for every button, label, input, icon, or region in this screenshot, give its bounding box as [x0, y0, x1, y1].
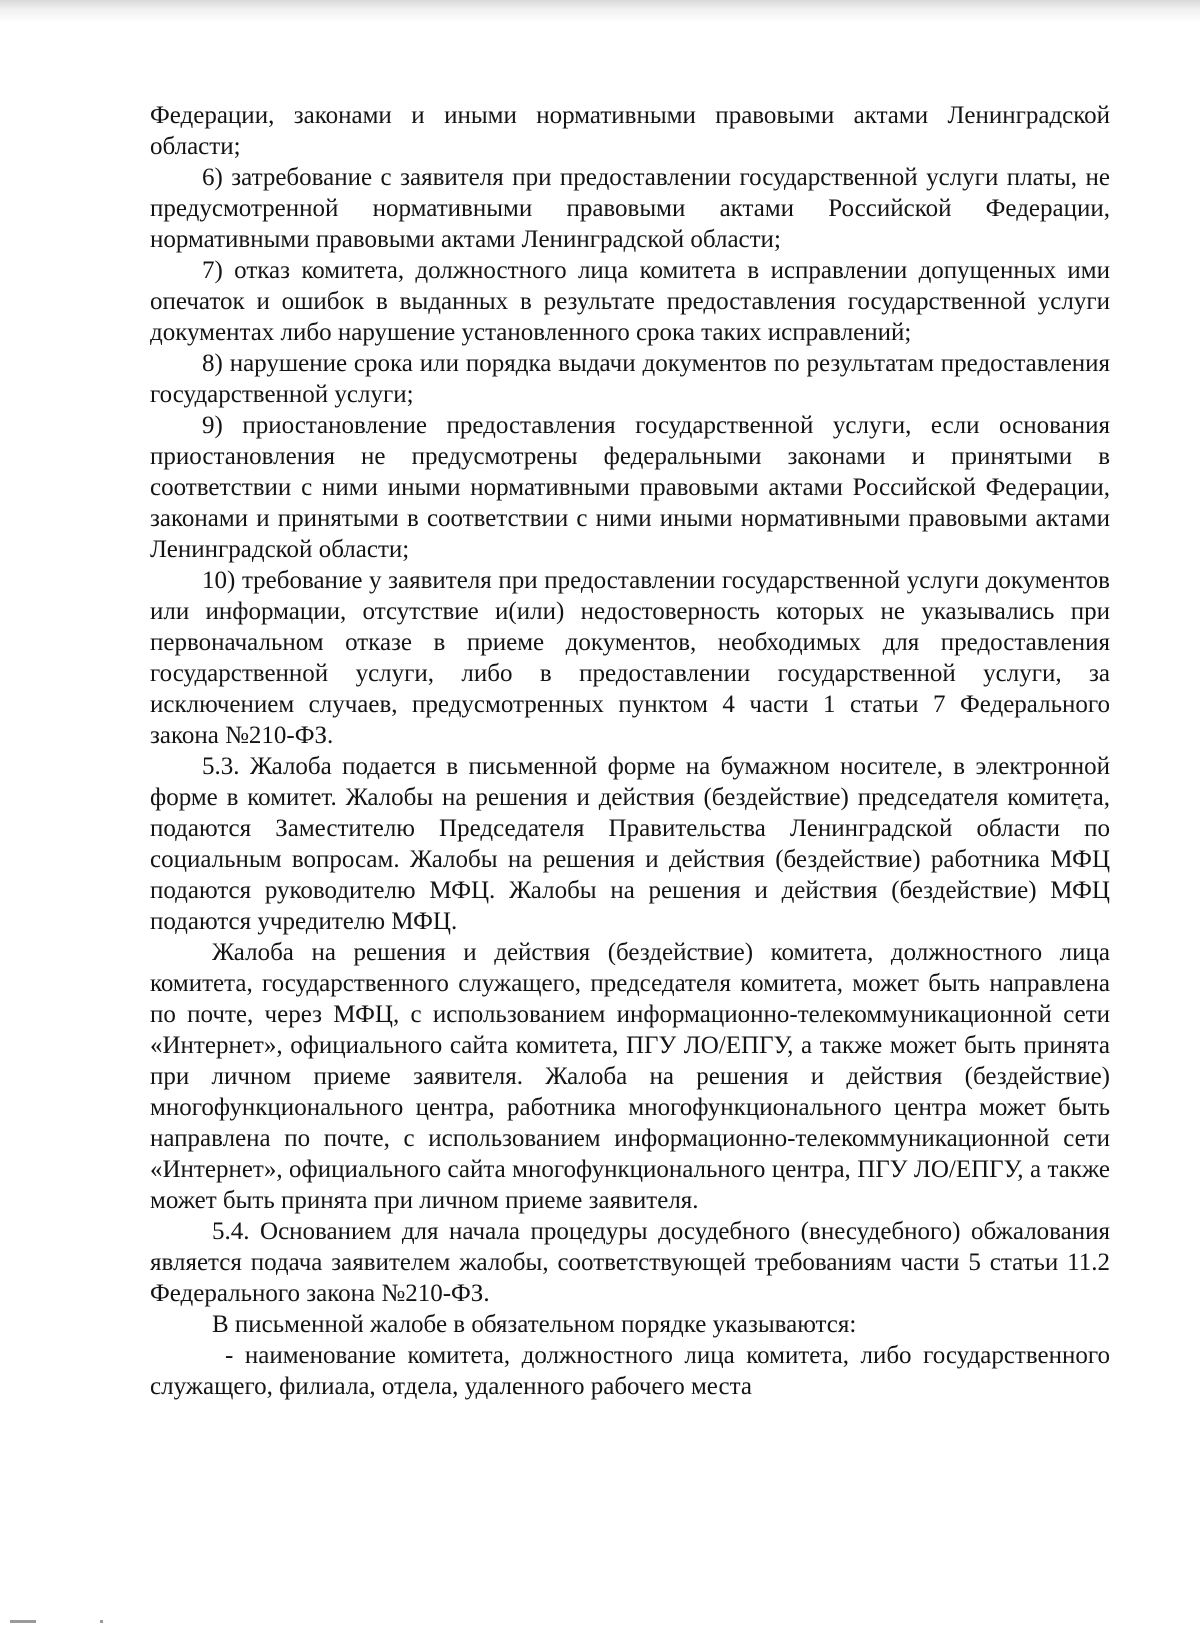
paragraph-continuation: Федерации, законами и иными нормативными правовыми актами Ленинградской области; [150, 102, 1110, 160]
paragraph-item-8: 8) нарушение срока или порядка выдачи документов по результатам предоставления государственной услуги; [150, 350, 1110, 408]
paragraph-5-4: 5.4. Основанием для начала процедуры досудебного (внесудебного) обжалования является подача заявителем жалобы, соответствующей требованиям части 5 статьи 11.2 Федерального закона №210-ФЗ. [150, 1218, 1110, 1307]
paragraph-item-10: 10) требование у заявителя при предоставлении государственной услуги документов или информации, отсутствие и(или) недостоверность которых не указывались при первоначальном отказе в приеме документов, необходимых для предоставления государственной услуги, либо в предоставлении государственной услуги, за исключением случаев, предусмотренных пунктом 4 части 1 статьи 7 Федерального закона №210-ФЗ. [150, 567, 1110, 749]
paragraph-required-fields-intro: В письменной жалобе в обязательном порядке указываются: [212, 1311, 857, 1338]
paragraph-5-3: 5.3. Жалоба подается в письменной форме на бумажном носителе, в электронной форме в комитет. Жалобы на решения и действия (бездействие) председателя комитета, подаются Заместителю Председателя Правительства Ленинградской области по социальным вопросам. Жалобы на решения и действия (бездействие) работника МФЦ подаются руководителю МФЦ. Жалобы на решения и действия (бездействие) МФЦ подаются учредителю МФЦ. [150, 753, 1110, 935]
scan-speck [100, 1620, 103, 1623]
scan-top-edge [0, 0, 1200, 22]
scan-speck [10, 1620, 36, 1623]
paragraph-list-item-dash: - наименование комитета, должностного лица комитета, либо государственного служащего, филиала, отдела, удаленного рабочего места [150, 1342, 1110, 1400]
paragraph-item-9: 9) приостановление предоставления государственной услуги, если основания приостановления не предусмотрены федеральными законами и принятыми в соответствии с ними иными нормативными правовыми актами Российской Федерации, законами и принятыми в соответствии с ними иными нормативными правовыми актами Ленинградской области; [150, 412, 1110, 563]
paragraph-complaint-channels: Жалоба на решения и действия (бездействие) комитета, должностного лица комитета, государственного служащего, председателя комитета, может быть направлена по почте, через МФЦ, с использованием информационно-телекоммуникационной сети «Интернет», официального сайта комитета, ПГУ ЛО/ЕПГУ, а также может быть принята при личном приеме заявителя. Жалоба на решения и действия (бездействие) многофункционального центра, работника многофункционального центра может быть направлена по почте, с использованием информационно-телекоммуникационной сети «Интернет», официального сайта многофункционального центра, ПГУ ЛО/ЕПГУ, а также может быть принята при личном приеме заявителя. [150, 939, 1110, 1214]
document-body [150, 100, 1110, 1402]
paragraph-item-7: 7) отказ комитета, должностного лица комитета в исправлении допущенных ими опечаток и ошибок в выданных в результате предоставления государственной услуги документах либо нарушение установленного срока таких исправлений; [150, 257, 1110, 346]
paragraph-item-6: 6) затребование с заявителя при предоставлении государственной услуги платы, не предусмотренной нормативными правовыми актами Российской Федерации, нормативными правовыми актами Ленинградской области; [150, 164, 1110, 253]
